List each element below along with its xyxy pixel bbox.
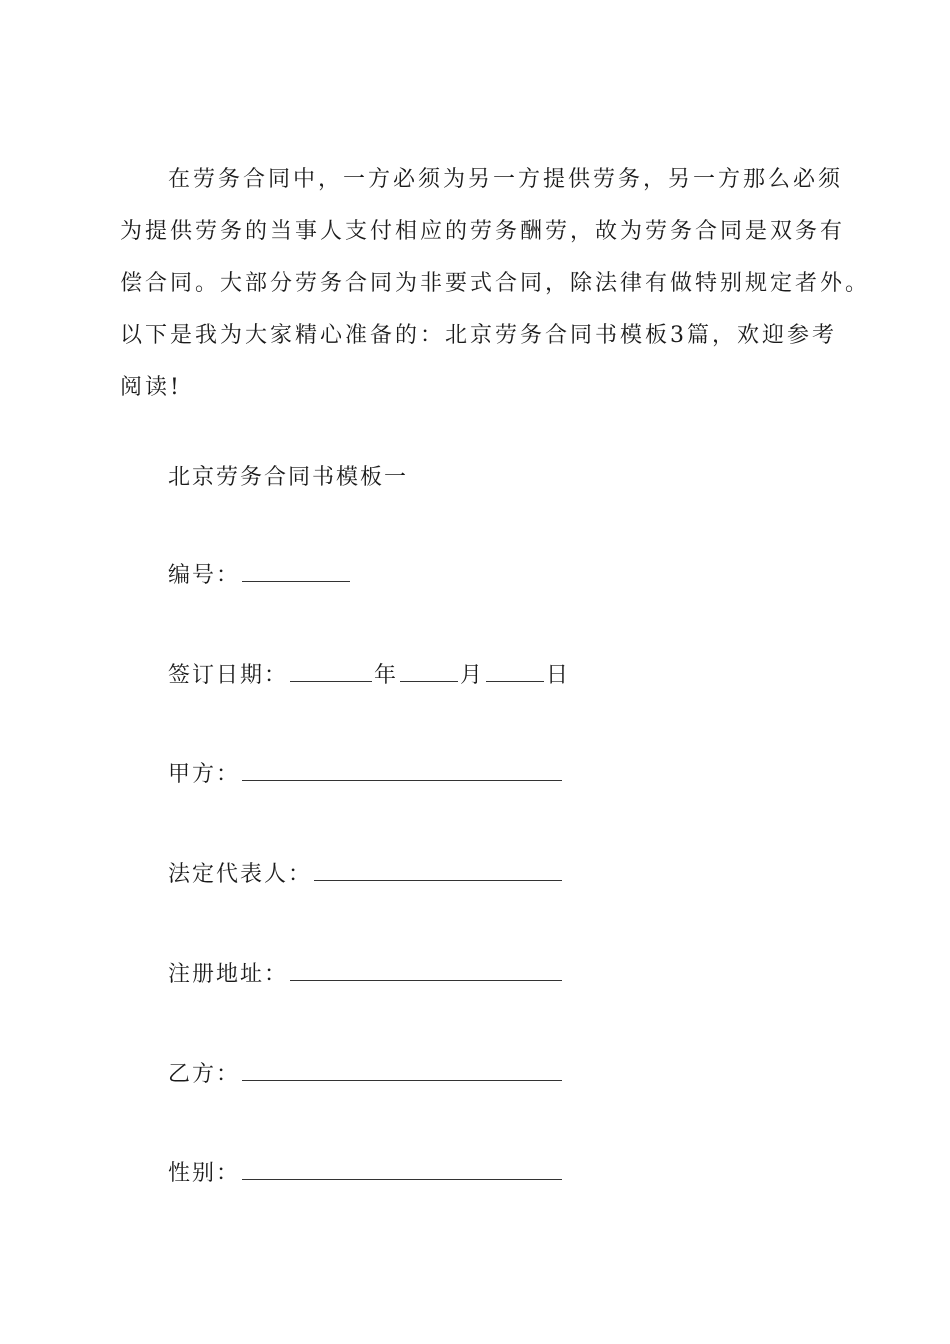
gender-field [168,1154,564,1194]
party-a-blank[interactable] [242,758,562,781]
party-a-label: 甲方： [168,762,241,787]
number-label: 编号： [168,563,241,588]
number-blank[interactable] [242,559,350,582]
intro-line: 偿合同。大部分劳务合同为非要式合同，除法律有做特别规定者外。 [120,271,871,296]
intro-line: 为提供劳务的当事人支付相应的劳务酬劳，故为劳务合同是双务有 [120,219,846,244]
year-blank[interactable] [290,659,372,682]
address-label: 注册地址： [168,962,289,987]
intro-line: 阅读! [120,375,182,400]
legal-rep-field [168,855,564,895]
section-heading: 北京劳务合同书模板一 [168,465,409,490]
intro-line: 在劳务合同中，一方必须为另一方提供劳务，另一方那么必须 [168,167,844,192]
gender-blank[interactable] [242,1157,562,1180]
signing-date-label: 签订日期： [168,663,289,688]
day-blank[interactable] [486,659,544,682]
party-b-blank[interactable] [242,1058,562,1081]
intro-line: 以下是我为大家精心准备的：北京劳务合同书模板3篇，欢迎参考 [120,323,837,348]
year-label: 年 [374,663,399,688]
address-blank[interactable] [290,958,562,981]
party-b-field [168,1055,564,1095]
signing-date-field [168,656,570,696]
day-label: 日 [546,663,571,688]
number-field [168,556,352,596]
month-blank[interactable] [400,659,458,682]
legal-rep-blank[interactable] [314,858,562,881]
legal-rep-label: 法定代表人： [168,862,313,887]
intro-paragraph [120,154,871,414]
address-field [168,955,564,995]
party-a-field [168,755,564,795]
month-label: 月 [460,663,485,688]
gender-label: 性别： [168,1161,241,1186]
party-b-label: 乙方： [168,1062,241,1087]
